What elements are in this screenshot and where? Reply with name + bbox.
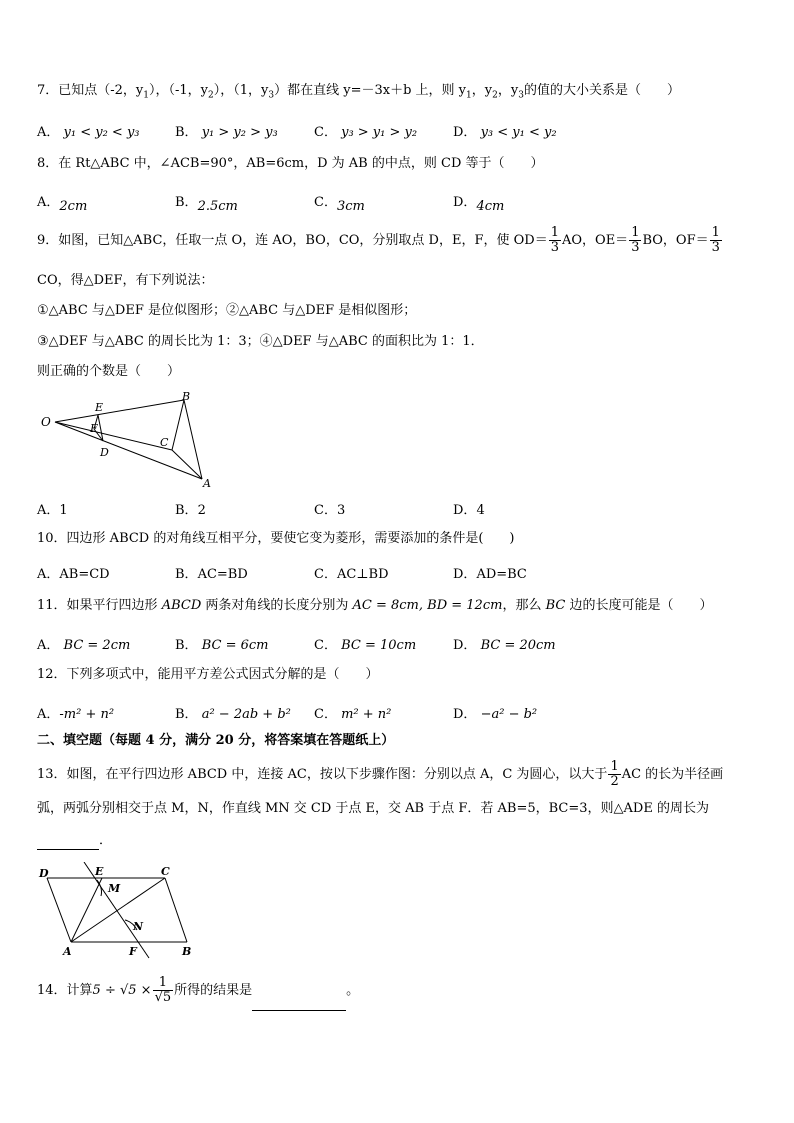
- q9-option-d[interactable]: D．4: [453, 503, 485, 518]
- fraction-one-third: $\frac{1}{3}$: [550, 225, 559, 255]
- q9-option-b[interactable]: B．2: [175, 503, 206, 518]
- q9-stem-line1: 9．如图，已知△ABC，任取一点 O，连 AO，BO，CO，分别取点 D，E，F，使 OD＝ $\frac{1}{3}$ AO，OE＝ $\frac{1}{3}$ BO，OF＝ $\frac{1}{3}$: [37, 225, 720, 255]
- label-d: D: [100, 446, 109, 459]
- label-o: O: [41, 415, 51, 429]
- q12-option-b[interactable]: B． a² − 2ab + b²: [175, 707, 291, 722]
- q13-answer-line: ．: [37, 833, 112, 850]
- fraction-one-half: $\frac{1}{2}$: [610, 759, 619, 789]
- label-d: D: [39, 867, 49, 880]
- fraction-one-over-root-five: $\frac{1}{√5}$: [154, 975, 172, 1005]
- line-ab: [184, 400, 202, 479]
- q9-statements-1: ①△ABC 与△DEF 是位似图形；②△ABC 与△DEF 是相似图形；: [37, 303, 417, 318]
- label-c: C: [160, 436, 169, 449]
- q14-stem: 14．计算5 ÷ √5 × $\frac{1}{√5}$ 所得的结果是 。: [37, 972, 359, 1011]
- segment-ae: [71, 878, 102, 942]
- q11-option-c[interactable]: C． BC = 10cm: [314, 638, 417, 653]
- q7-option-a[interactable]: A． y₁ < y₂ < y₃: [37, 125, 140, 140]
- line-ca: [172, 450, 202, 479]
- q11-option-b[interactable]: B． BC = 6cm: [175, 638, 269, 653]
- line-oa: [55, 422, 202, 479]
- q10-option-c[interactable]: C．AC⊥BD: [314, 567, 389, 582]
- q10-stem: 10．四边形 ABCD 的对角线互相平分，要使它变为菱形，需要添加的条件是( ): [37, 531, 515, 546]
- q13-stem-line2: 弧，两弧分别相交于点 M，N，作直线 MN 交 CD 于点 E，交 AB 于点 F．若 AB=5，BC=3，则△ADE 的周长为: [37, 801, 709, 816]
- label-c: C: [161, 865, 170, 878]
- line-oc: [55, 422, 172, 450]
- q7-stem: 7．已知点（-2，$y_1$），（-1，$y_2$），（1，$y_3$）都在直线 y=－3x＋b 上，则 $y_1$，$y_2$，$y_3$的值的大小关系是（ ）: [37, 83, 680, 101]
- section-heading-fill-in: 二、填空题（每题 4 分，满分 20 分，将答案填在答题纸上）: [37, 733, 395, 748]
- q9-figure: [37, 388, 217, 488]
- fraction-one-third: $\frac{1}{3}$: [631, 225, 640, 255]
- q11-stem: 11．如果平行四边形 ABCD 两条对角线的长度分别为 AC = 8cm, BD = 12cm，那么 BC 边的长度可能是（ ）: [37, 598, 713, 613]
- q7-option-d[interactable]: D． y₃ < y₁ < y₂: [453, 125, 557, 140]
- q11-option-a[interactable]: A． BC = 2cm: [37, 638, 131, 653]
- label-n: N: [133, 920, 144, 933]
- q8-option-b[interactable]: B．2.5cm: [175, 195, 238, 214]
- line-bc: [172, 400, 184, 450]
- q8-option-a[interactable]: A．2cm: [37, 195, 88, 214]
- fraction-one-third: $\frac{1}{3}$: [711, 225, 720, 255]
- label-a: A: [63, 945, 72, 958]
- label-b: B: [182, 390, 191, 403]
- answer-blank[interactable]: [37, 833, 99, 850]
- q12-option-c[interactable]: C． m² + n²: [314, 707, 392, 722]
- q10-option-b[interactable]: B．AC=BD: [175, 567, 248, 582]
- q10-option-a[interactable]: A．AB=CD: [37, 567, 110, 582]
- label-a: A: [203, 477, 211, 488]
- line-ob: [55, 400, 184, 422]
- q9-question: 则正确的个数是（ ）: [37, 364, 181, 379]
- label-f: F: [90, 422, 98, 435]
- q9-option-c[interactable]: C．3: [314, 503, 346, 518]
- label-e: E: [95, 401, 104, 414]
- label-e: E: [95, 865, 104, 878]
- q12-stem: 12．下列多项式中，能用平方差公式因式分解的是（ ）: [37, 667, 379, 682]
- q12-option-a[interactable]: A．-m² + n²: [37, 707, 115, 722]
- q8-stem: 8．在 Rt△ABC 中，∠ACB=90°，AB=6cm，D 为 AB 的中点，则 CD 等于（ ）: [37, 156, 544, 171]
- answer-blank[interactable]: [252, 972, 346, 1011]
- q9-option-a[interactable]: A．1: [37, 503, 68, 518]
- side-cb: [165, 878, 187, 942]
- side-da: [47, 878, 71, 942]
- q7-option-b[interactable]: B． y₁ > y₂ > y₃: [175, 125, 278, 140]
- q9-statements-2: ③△DEF 与△ABC 的周长比为 1：3；④△DEF 与△ABC 的面积比为 1：1．: [37, 334, 484, 349]
- q11-option-d[interactable]: D． BC = 20cm: [453, 638, 556, 653]
- q13-figure: [37, 862, 207, 962]
- label-m: M: [108, 882, 121, 895]
- q8-option-d[interactable]: D．4cm: [453, 195, 505, 214]
- q7-option-c[interactable]: C． y₃ > y₁ > y₂: [314, 125, 418, 140]
- q8-option-c[interactable]: C．3cm: [314, 195, 365, 214]
- q9-stem-line2: CO，得△DEF，有下列说法：: [37, 273, 214, 288]
- q10-option-d[interactable]: D．AD=BC: [453, 567, 527, 582]
- q12-option-d[interactable]: D． −a² − b²: [453, 707, 538, 722]
- label-b: B: [182, 945, 192, 958]
- q13-stem-line1: 13．如图，在平行四边形 ABCD 中，连接 AC，按以下步骤作图：分别以点 A，C 为圆心，以大于 $\frac{1}{2}$ AC 的长为半径画: [37, 759, 724, 789]
- line-mn: [84, 862, 149, 958]
- label-f: F: [129, 945, 137, 958]
